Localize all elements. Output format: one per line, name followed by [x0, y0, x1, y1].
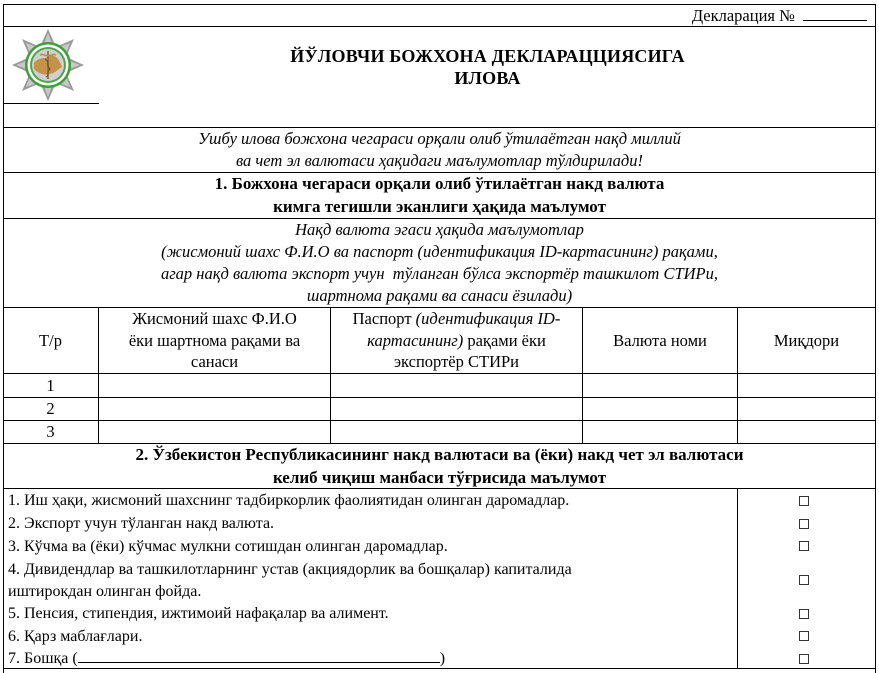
row-currency-cell[interactable]: [583, 397, 737, 420]
header-amount-label: Миқдори: [773, 331, 840, 350]
source-item-7-prefix: 7. Бошқа (: [8, 650, 78, 667]
header-person-line1: Жисмоний шахс Ф.И.О: [132, 309, 297, 328]
source-item-4: [8, 559, 572, 603]
header-person-line2: ёки шартнома рақами ва: [128, 330, 301, 350]
source-item-1: 1. Иш ҳақи, жисмоний шахснинг тадбиркорлик фаолиятидан олинган даромадлар.: [8, 492, 570, 509]
instruction-note-line1: Ушбу илова божхона чегараси орқали олиб ўтилаётган нақд миллий: [198, 129, 681, 148]
source-item-2: 2. Экспорт учун тўланган накд валюта.: [8, 515, 275, 532]
table-header-row-number: [3, 330, 98, 352]
source-item-7-suffix: ): [439, 650, 446, 667]
header-tr-label: Т/р: [39, 331, 62, 350]
header-passport-normal2: рақами ёки: [463, 330, 546, 350]
section1-title-line1: 1. Божхона чегараси орқали олиб ўтилаётган накд валюта: [214, 174, 665, 193]
source-item-4-checkbox[interactable]: [799, 575, 809, 585]
table-row: [3, 374, 876, 397]
row-currency-cell[interactable]: [583, 374, 737, 397]
row-number: 2: [46, 399, 55, 418]
table-header-amount: [738, 330, 875, 352]
table-header-passport: [331, 308, 582, 373]
row-amount-cell[interactable]: [738, 420, 875, 443]
section2-title-line1: 2. Ўзбекистон Республикасининг накд валютаси ва (ёки) накд чет эл валютаси: [135, 445, 744, 464]
source-item-3-checkbox[interactable]: [799, 541, 809, 551]
document-title-line1: ЙЎЛОВЧИ БОЖХОНА ДЕКЛАРАЦЦИЯСИГА: [290, 46, 685, 66]
logo-underline: [3, 103, 99, 104]
header-person-line3: санаси: [190, 352, 239, 371]
declaration-label-text: Декларация №: [691, 6, 795, 25]
source-item-6: 6. Қарз маблағлари.: [8, 628, 143, 645]
source-item-7: [8, 648, 445, 670]
declaration-number-field[interactable]: [803, 6, 867, 21]
row-number: 3: [46, 422, 55, 441]
declaration-number-label: [600, 5, 875, 27]
owner-info-line4: шартнома рақами ва санаси ёзилади): [306, 286, 573, 305]
row-amount-cell[interactable]: [738, 374, 875, 397]
document-title: [200, 45, 775, 89]
table-row: [3, 397, 876, 420]
source-item-2-checkbox[interactable]: [799, 519, 809, 529]
row-number: 1: [46, 376, 55, 395]
owner-info-description: [3, 219, 876, 307]
section1-title: [3, 173, 876, 218]
source-item-1-checkbox[interactable]: [799, 496, 809, 506]
table-row: [3, 420, 876, 443]
row-passport-cell[interactable]: [331, 397, 582, 420]
table-header-person-name: [99, 308, 330, 373]
owner-info-line1: Нақд валюта эгаси ҳақида маълумотлар: [295, 220, 584, 239]
row-person-name-cell[interactable]: [99, 420, 330, 443]
owner-info-line3: агар нақд валюта экспорт учун тўланган бўлса экспортёр ташкилот СТИРи,: [161, 264, 718, 283]
row-person-name-cell[interactable]: [99, 374, 330, 397]
source-item-5-checkbox[interactable]: [799, 609, 809, 619]
source-item-4-line2: иштирокдан олинган фойда.: [8, 583, 202, 600]
source-item-7-checkbox[interactable]: [799, 654, 809, 664]
section2-title-line2: келиб чиқиш манбаси тўғрисида маълумот: [272, 467, 607, 487]
source-other-input[interactable]: [78, 648, 440, 663]
table-header-currency-name: [583, 330, 737, 352]
divider-after-list: [3, 668, 876, 669]
customs-emblem-icon: [12, 29, 84, 101]
header-passport-normal1: Паспорт: [352, 309, 416, 328]
source-item-3: 3. Кўчма ва (ёки) кўчмас мулкни сотишдан олинган даромадлар.: [8, 538, 448, 555]
divider-after-declaration: [3, 26, 876, 27]
source-item-4-line1: 4. Дивидендлар ва ташкилотларнинг устав (акциядорлик ва бошқалар) капиталида: [8, 561, 572, 578]
section1-title-line2: кимга тегишли эканлиги ҳақида маълумот: [273, 196, 606, 216]
instruction-note-line2: ва чет эл валютаси ҳақидаги маълумотлар тўлдирилади!: [236, 150, 643, 170]
section2-title: [3, 444, 876, 489]
owner-info-line2: (жисмоний шахс Ф.И.О ва паспорт (идентификация ID-картасининг) рақами,: [161, 242, 718, 261]
frame-right-border: [875, 4, 876, 673]
row-currency-cell[interactable]: [583, 420, 737, 443]
divider-after-section2-title: [3, 488, 876, 489]
row-person-name-cell[interactable]: [99, 397, 330, 420]
document-title-line2: ИЛОВА: [454, 68, 521, 88]
header-passport-line3: экспортёр СТИРи: [393, 352, 520, 371]
row-passport-cell[interactable]: [331, 420, 582, 443]
row-passport-cell[interactable]: [331, 374, 582, 397]
source-item-5: 5. Пенсия, стипендия, ижтимоий нафақалар ва алимент.: [8, 605, 389, 622]
header-currency-label: Валюта номи: [613, 331, 707, 350]
source-item-6-checkbox[interactable]: [799, 631, 809, 641]
instruction-note: [3, 128, 876, 171]
row-amount-cell[interactable]: [738, 397, 875, 420]
header-passport-italic2: картасининг): [367, 330, 464, 350]
checkbox-column-divider: [737, 488, 738, 668]
header-passport-italic1: (идентификация ID-: [415, 309, 561, 328]
